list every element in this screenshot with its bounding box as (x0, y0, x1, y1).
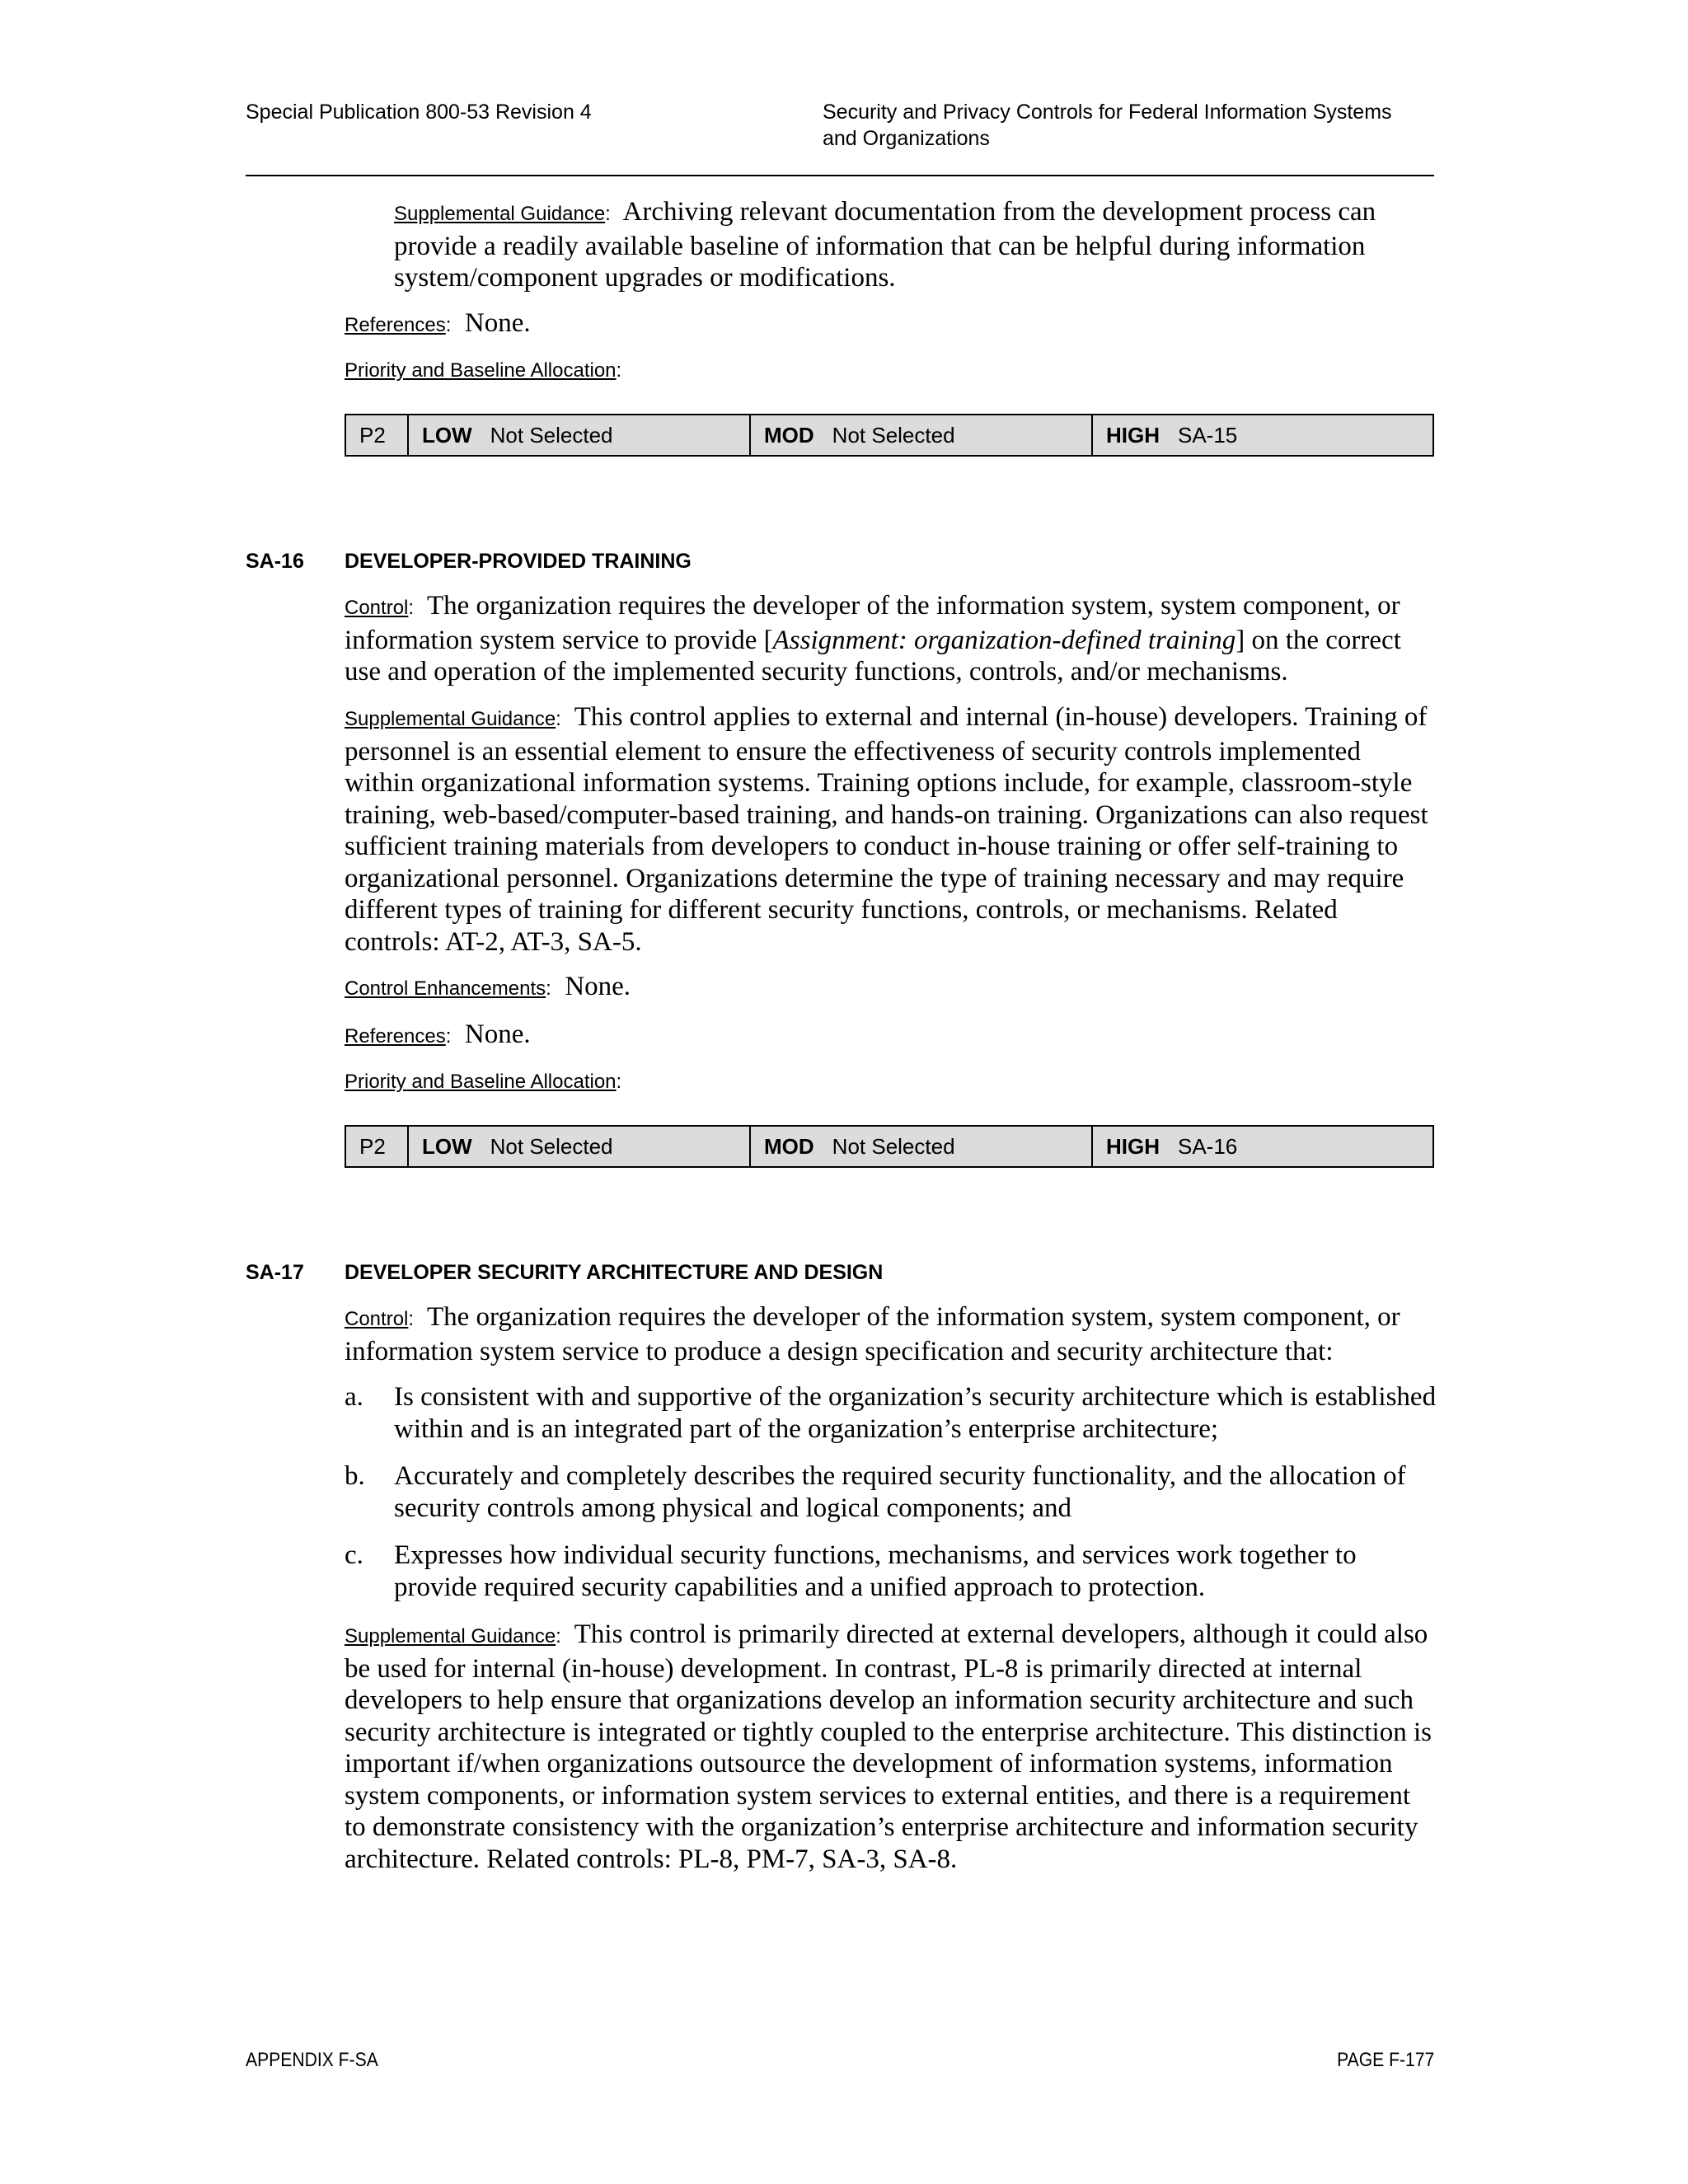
control-text-part-2: ] on the correct use and operation of the implemented security functions, controls, and/or mechanisms. (345, 625, 1401, 687)
section-id-sa17: SA-17 (246, 1261, 304, 1284)
low-label: LOW (422, 1133, 472, 1159)
sa16-supplemental-guidance: Supplemental Guidance: This control applies to external and internal (in-house) developers. Training of personnel is an essential element to ensure the effectiveness of security controls implemented within organizational information systems. Training options include, for example, classroom-style training, web-based/computer-based training, and hands-on training. Organizations can also request sufficient training materials from developers to conduct in-house training or offer self-training to organizational personnel. Organizations determine the type of training necessary and may require different types of training for different security functions, controls, or mechanisms. Related controls: AT-2, AT-3, SA-5. (345, 702, 1428, 957)
section-title-sa16: DEVELOPER-PROVIDED TRAINING (345, 550, 692, 573)
mod-label: MOD (764, 1133, 814, 1159)
baseline-table-sa16 (345, 1125, 1434, 1168)
high-value: SA-15 (1178, 422, 1238, 448)
high-cell (1093, 415, 1432, 455)
list-item-text-c: Expresses how individual security functions, mechanisms, and services work together to provide required security capabilities and a unified approach to protection. (394, 1540, 1357, 1602)
control-label: Control (345, 597, 409, 619)
supplemental-guidance-text: This control applies to external and internal (in-house) developers. Training of personnel is an essential element to ensure the effectiveness of security controls implemented within organizational information systems. Training options include, for example, classroom-style training, web-based/computer-based training, and hands-on training. Organizations can also request sufficient training materials from developers to conduct in-house training or offer self-training to organizational personnel. Organizations determine the type of training necessary and may require different types of training for different security functions, controls, or mechanisms. Related controls: AT-2, AT-3, SA-5. (345, 702, 1428, 957)
references-text: None. (464, 308, 531, 338)
high-label: HIGH (1106, 1133, 1160, 1159)
sa17-control: Control: The organization requires the developer of the information system, system component, or information system service to produce a design specification and security architecture that: (345, 1302, 1400, 1366)
top-priority-label: Priority and Baseline Allocation: (345, 359, 622, 382)
priority-cell: P2 (346, 415, 409, 455)
section-id-sa16: SA-16 (246, 550, 304, 573)
high-label: HIGH (1106, 422, 1160, 448)
header-rule (246, 175, 1434, 176)
references-text: None. (464, 1019, 531, 1049)
header-document-title (823, 99, 1449, 152)
header-title-line-2: and Organizations (823, 127, 990, 150)
priority-cell: P2 (346, 1127, 409, 1166)
supplemental-guidance-label: Supplemental Guidance (394, 203, 606, 225)
footer-appendix: APPENDIX F-SA (246, 2049, 378, 2071)
supplemental-guidance-text: Archiving relevant documentation from the development process can provide a readily available baseline of information that can be helpful during information system/component upgrades or modifications. (394, 197, 1376, 293)
list-item-marker-c: c. (345, 1540, 363, 1570)
section-title-sa17: DEVELOPER SECURITY ARCHITECTURE AND DESIGN (345, 1261, 884, 1284)
control-enhancements-text: None. (565, 972, 631, 1001)
list-item-text-a: Is consistent with and supportive of the organization’s security architecture which is established within and is an integrated part of the organization’s enterprise architecture; (394, 1382, 1437, 1444)
low-cell (409, 415, 751, 455)
low-cell (409, 1127, 751, 1166)
high-value: SA-16 (1178, 1133, 1238, 1159)
top-references: References: None. (345, 308, 531, 338)
high-cell (1093, 1127, 1432, 1166)
sa16-control-enhancements: Control Enhancements: None. (345, 972, 631, 1001)
mod-value: Not Selected (832, 1133, 955, 1159)
control-text-part-1: The organization requires the developer of the information system, system component, or information system service to provide [ (345, 591, 1400, 655)
supplemental-guidance-text: This control is primarily directed at external developers, although it could also be used for internal (in-house) development. In contrast, PL-8 is primarily directed at internal developers to help ensure that organizations develop an information security architecture and such security architecture is integrated or tightly coupled to the enterprise architecture. This distinction is important if/when organizations outsource the development of information systems, information system components, or information system services to external entities, and there is a requirement to demonstrate consistency with the organization’s enterprise architecture and information security architecture. Related controls: PL-8, PM-7, SA-3, SA-8. (345, 1619, 1432, 1874)
sa17-supplemental-guidance: Supplemental Guidance: This control is primarily directed at external developers, although it could also be used for internal (in-house) development. In contrast, PL-8 is primarily directed at internal developers to help ensure that organizations develop an information security architecture and such security architecture is integrated or tightly coupled to the enterprise architecture. This distinction is important if/when organizations outsource the development of information systems, information system components, or information system services to external entities, and there is a requirement to demonstrate consistency with the organization’s enterprise architecture and information security architecture. Related controls: PL-8, PM-7, SA-3, SA-8. (345, 1619, 1432, 1874)
low-label: LOW (422, 422, 472, 448)
references-label: References (345, 314, 446, 336)
priority-label-text: Priority and Baseline Allocation (345, 359, 617, 382)
sa16-priority-label: Priority and Baseline Allocation: (345, 1071, 622, 1093)
footer-page-number: PAGE F-177 (1336, 2049, 1434, 2071)
mod-value: Not Selected (832, 422, 955, 448)
low-value: Not Selected (490, 1133, 613, 1159)
list-item-marker-b: b. (345, 1461, 365, 1491)
control-label: Control (345, 1308, 409, 1330)
supplemental-guidance-label: Supplemental Guidance (345, 1625, 556, 1647)
control-text: The organization requires the developer of the information system, system component, or information system service to produce a design specification and security architecture that: (345, 1302, 1400, 1366)
control-assignment: Assignment: organization-defined training (772, 625, 1236, 655)
list-item-marker-a: a. (345, 1382, 363, 1412)
low-value: Not Selected (490, 422, 613, 448)
baseline-table-sa15 (345, 414, 1434, 457)
control-enhancements-label: Control Enhancements (345, 977, 546, 1000)
priority-label-text: Priority and Baseline Allocation (345, 1071, 617, 1093)
sa16-references: References: None. (345, 1019, 531, 1049)
sa16-control: Control: The organization requires the developer of the information system, system component, or information system service to provide [Assignment: organization-defined training] on the correct use and operation of the implemented security functions, controls, and/or mechanisms. (345, 591, 1401, 687)
list-item-text-b: Accurately and completely describes the required security functionality, and the allocation of security controls among physical and logical components; and (394, 1461, 1406, 1523)
mod-cell (751, 415, 1093, 455)
mod-label: MOD (764, 422, 814, 448)
references-label: References (345, 1025, 446, 1047)
top-supplemental-guidance: Supplemental Guidance: Archiving relevant documentation from the development process can provide a readily available baseline of information that can be helpful during information system/component upgrades or modifications. (394, 197, 1376, 293)
header-publication: Special Publication 800-53 Revision 4 (246, 101, 592, 124)
header-title-line-1: Security and Privacy Controls for Federal Information Systems (823, 101, 1392, 124)
mod-cell (751, 1127, 1093, 1166)
supplemental-guidance-label: Supplemental Guidance (345, 708, 556, 730)
